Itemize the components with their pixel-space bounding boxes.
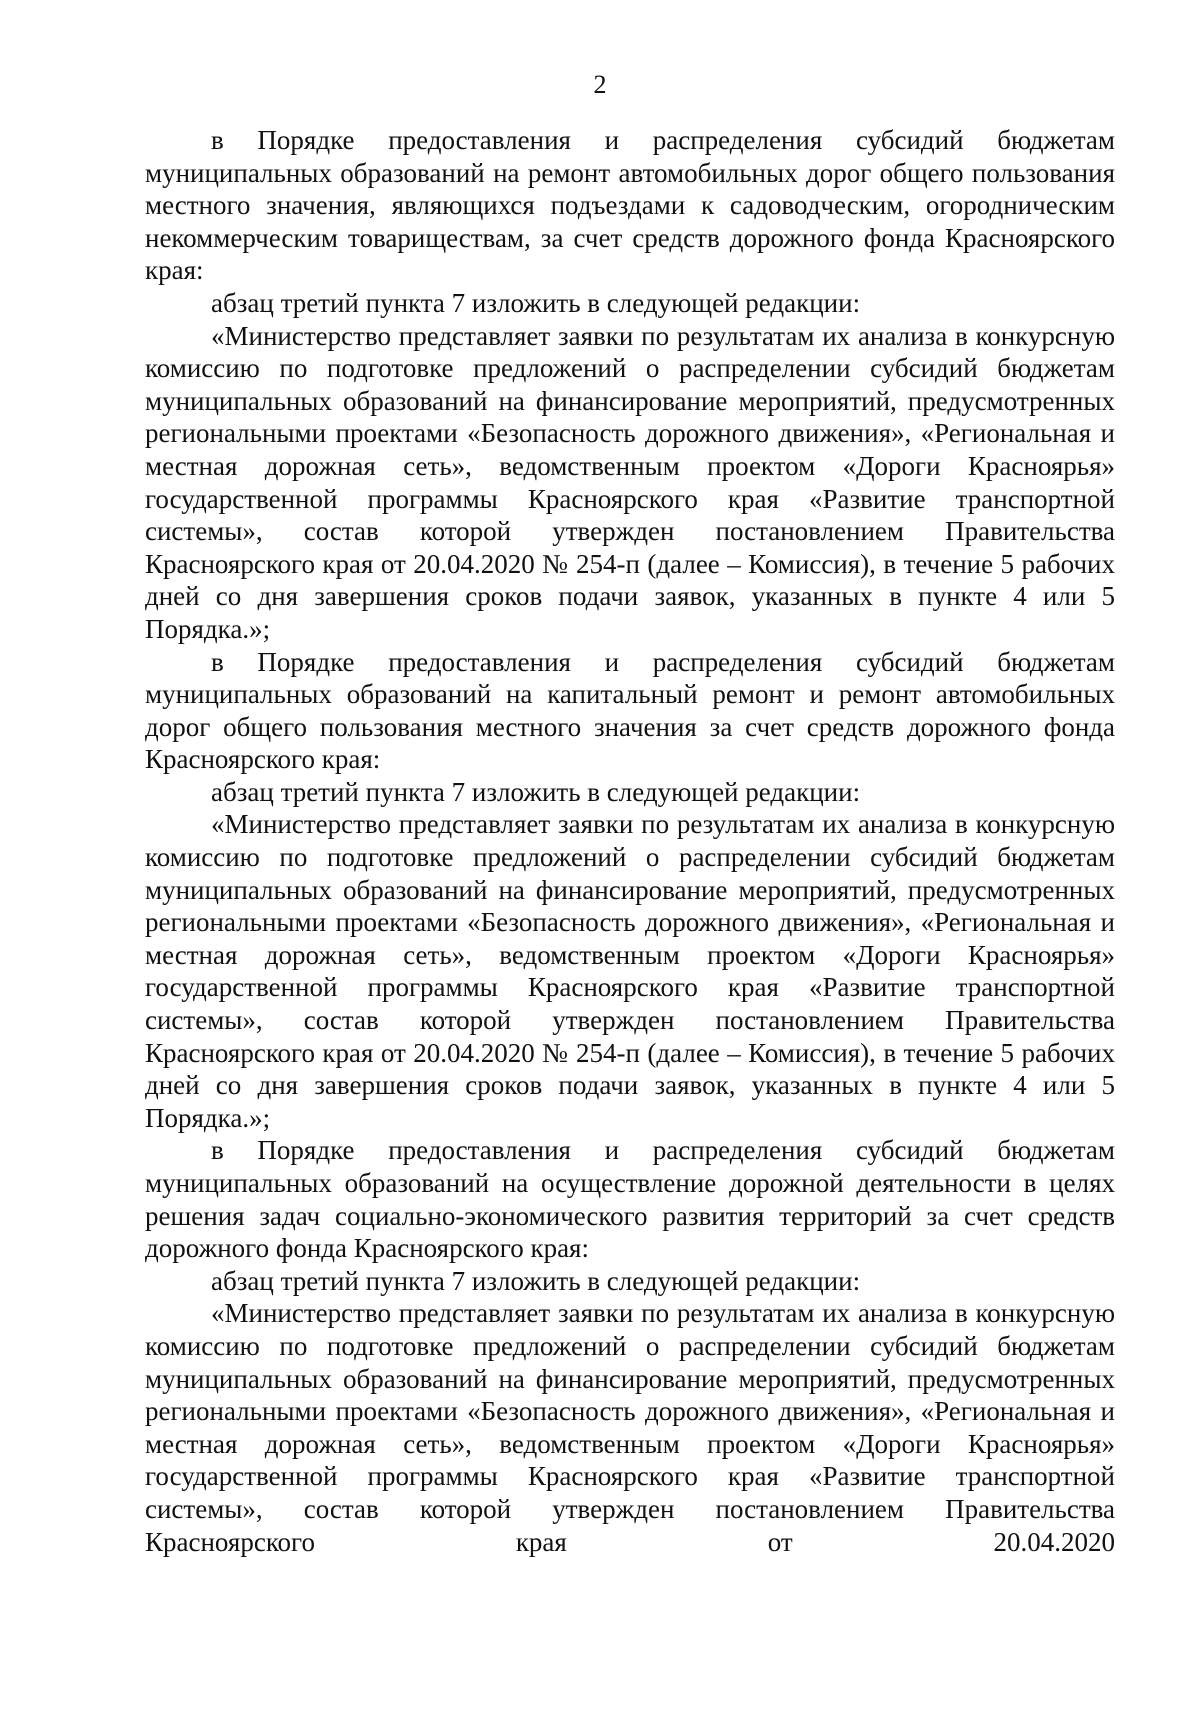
paragraph-amendment-text-2: «Министерство представляет заявки по результатам их анализа в конкурсную комиссию по подготовке предложений о распределении субсидий бюджетам муниципальных образований на финансирование мероприятий, предусмотренных региональными проектами «Безопасность дорожного движения», «Региональная и местная дорожная сеть», ведомственным проектом «Дороги Красноярья» государственной программы Красноярского края «Развитие транспортной системы», состав которой утвержден постановлением Правительства Красноярского края от 20.04.2020 № 254-п (далее – Комиссия), в течение 5 рабочих дней со дня завершения сроков подачи заявок, указанных в пункте 4 или 5 Порядка.»; [145,809,1115,1133]
paragraph-order-intro-1: в Порядке предоставления и распределения субсидий бюджетам муниципальных образований на ремонт автомобильных дорог общего пользования местного значения, являющихся подъездами к садоводческим, огородническим некоммерческим товариществам, за счет средств дорожного фонда Красноярского края: [145,125,1115,286]
document-body [145,124,1115,1558]
paragraph-amendment-instruction-3: абзац третий пункта 7 изложить в следующей редакции: [211,1265,861,1296]
paragraph-order-intro-2: в Порядке предоставления и распределения субсидий бюджетам муниципальных образований на капитальный ремонт и ремонт автомобильных дорог общего пользования местного значения за счет средств дорожного фонда Красноярского края: [145,646,1115,775]
paragraph-amendment-instruction-2: абзац третий пункта 7 изложить в следующей редакции: [211,776,861,807]
paragraph-amendment-text-1: «Министерство представляет заявки по результатам их анализа в конкурсную комиссию по подготовке предложений о распределении субсидий бюджетам муниципальных образований на финансирование мероприятий, предусмотренных региональными проектами «Безопасность дорожного движения», «Региональная и местная дорожная сеть», ведомственным проектом «Дороги Красноярья» государственной программы Красноярского края «Развитие транспортной системы», состав которой утвержден постановлением Правительства Красноярского края от 20.04.2020 № 254-п (далее – Комиссия), в течение 5 рабочих дней со дня завершения сроков подачи заявок, указанных в пункте 4 или 5 Порядка.»; [145,320,1115,644]
paragraph-amendment-text-3: «Министерство представляет заявки по результатам их анализа в конкурсную комиссию по подготовке предложений о распределении субсидий бюджетам муниципальных образований на финансирование мероприятий, предусмотренных региональными проектами «Безопасность дорожного движения», «Региональная и местная дорожная сеть», ведомственным проектом «Дороги Красноярья» государственной программы Красноярского края «Развитие транспортной системы», состав которой утвержден постановлением Правительства Красноярского края от 20.04.2020 [145,1298,1115,1557]
page-number: 2 [593,70,607,99]
paragraph-order-intro-3: в Порядке предоставления и распределения субсидий бюджетам муниципальных образований на осуществление дорожной деятельности в целях решения задач социально-экономического развития территорий за счет средств дорожного фонда Красноярского края: [145,1135,1115,1264]
paragraph-amendment-instruction-1: абзац третий пункта 7 изложить в следующей редакции: [211,287,861,318]
